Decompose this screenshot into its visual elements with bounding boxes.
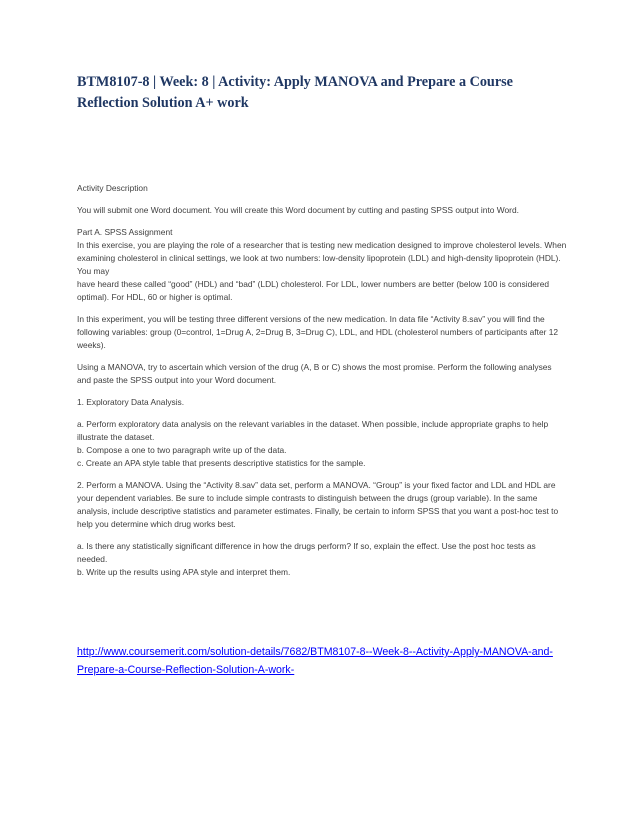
paragraph-exercise-intro: In this exercise, you are playing the role of a researcher that is testing new medication designed to improve cholesterol levels. When examining cholesterol in clinical settings, we look at two numbers: low-density lipoprotein (LDL) and high-density lipoprotein (HDL). You may <box>77 240 567 276</box>
paragraph-step-2a: a. Is there any statistically significant difference in how the drugs perform? If so, explain the effect. Use the post hoc tests as needed. <box>77 541 536 564</box>
paragraph-step-1a-cont: illustrate the dataset. <box>77 432 155 442</box>
paragraph-experiment: In this experiment, you will be testing three different versions of the new medication. In data file “Activity 8.sav” you will find the following variables: group (0=control, 1=Drug A, 2=Drug B, 3=Drug C), LDL, and HDL (cholesterol numbers of participants after 12 weeks). <box>77 314 559 350</box>
paragraph-part-a-heading: Part A. SPSS Assignment <box>77 227 173 237</box>
paragraph-cholesterol: have heard these called “good” (HDL) and “bad” (LDL) cholesterol. For LDL, lower numbers are better (below 100 is considered optimal). For HDL, 60 or higher is optimal. <box>77 279 550 302</box>
solution-link[interactable]: http://www.coursemerit.com/solution-details/7682/BTM8107-8--Week-8--Activity-Apply-MANOVA-and-Prepare-a-Course-Reflection-Solution-A-work- <box>77 646 553 676</box>
paragraph-step-2b: b. Write up the results using APA style and interpret them. <box>77 567 291 577</box>
paragraph-step-1a: a. Perform exploratory data analysis on the relevant variables in the dataset. When possible, include appropriate graphs to help <box>77 419 549 429</box>
paragraph-submission: You will submit one Word document. You will create this Word document by cutting and pasting SPSS output into Word. <box>77 205 519 215</box>
paragraph-step-1: 1. Exploratory Data Analysis. <box>77 397 185 407</box>
paragraph-manova-instructions: Using a MANOVA, try to ascertain which version of the drug (A, B or C) shows the most promise. Perform the following analyses and paste the SPSS output into your Word document. <box>77 362 552 385</box>
document-title: BTM8107-8 | Week: 8 | Activity: Apply MANOVA and Prepare a Course Reflection Solution A+ work <box>77 74 513 111</box>
paragraph-activity-description: Activity Description <box>77 183 148 193</box>
paragraph-step-1b: b. Compose a one to two paragraph write up of the data. <box>77 445 287 455</box>
paragraph-step-1c: c. Create an APA style table that presents descriptive statistics for the sample. <box>77 458 366 468</box>
document-body <box>77 182 567 579</box>
paragraph-step-2: 2. Perform a MANOVA. Using the “Activity 8.sav” data set, perform a MANOVA. “Group” is your fixed factor and LDL and HDL are your dependent variables. Be sure to include simple contrasts to distinguish between the drugs (group variable). In the same analysis, include descriptive statistics and parameter estimates. Finally, be certain to inform SPSS that you want a post-hoc test to help you determine which drug works best. <box>77 480 559 529</box>
